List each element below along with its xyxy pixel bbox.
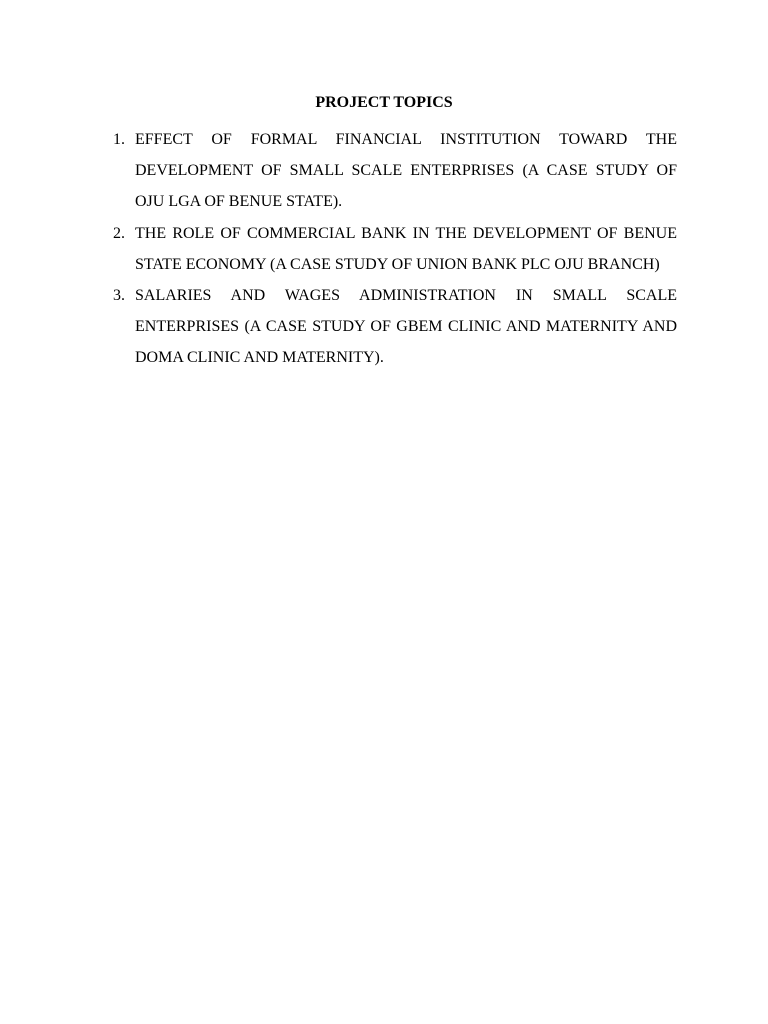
topic-number: 2. [113, 224, 125, 242]
topic-text: THE ROLE OF COMMERCIAL BANK IN THE DEVELOPMENT OF BENUE STATE ECONOMY (A CASE STUDY OF UNION BANK PLC OJU BRANCH) [135, 224, 677, 273]
topic-text: EFFECT OF FORMAL FINANCIAL INSTITUTION TOWARD THE DEVELOPMENT OF SMALL SCALE ENTERPRISES (A CASE STUDY OF OJU LGA OF BENUE STATE). [135, 131, 677, 211]
topic-text: SALARIES AND WAGES ADMINISTRATION IN SMALL SCALE ENTERPRISES (A CASE STUDY OF GBEM CLINIC AND MATERNITY AND DOMA CLINIC AND MATERNITY). [135, 287, 677, 367]
topic-number: 3. [113, 287, 125, 305]
topic-number: 1. [113, 131, 125, 148]
topic-item-1 [110, 124, 677, 218]
topic-list [110, 124, 677, 374]
topic-item-3 [110, 280, 677, 374]
page-title: PROJECT TOPICS [315, 94, 453, 111]
topic-item-2 [110, 218, 677, 280]
